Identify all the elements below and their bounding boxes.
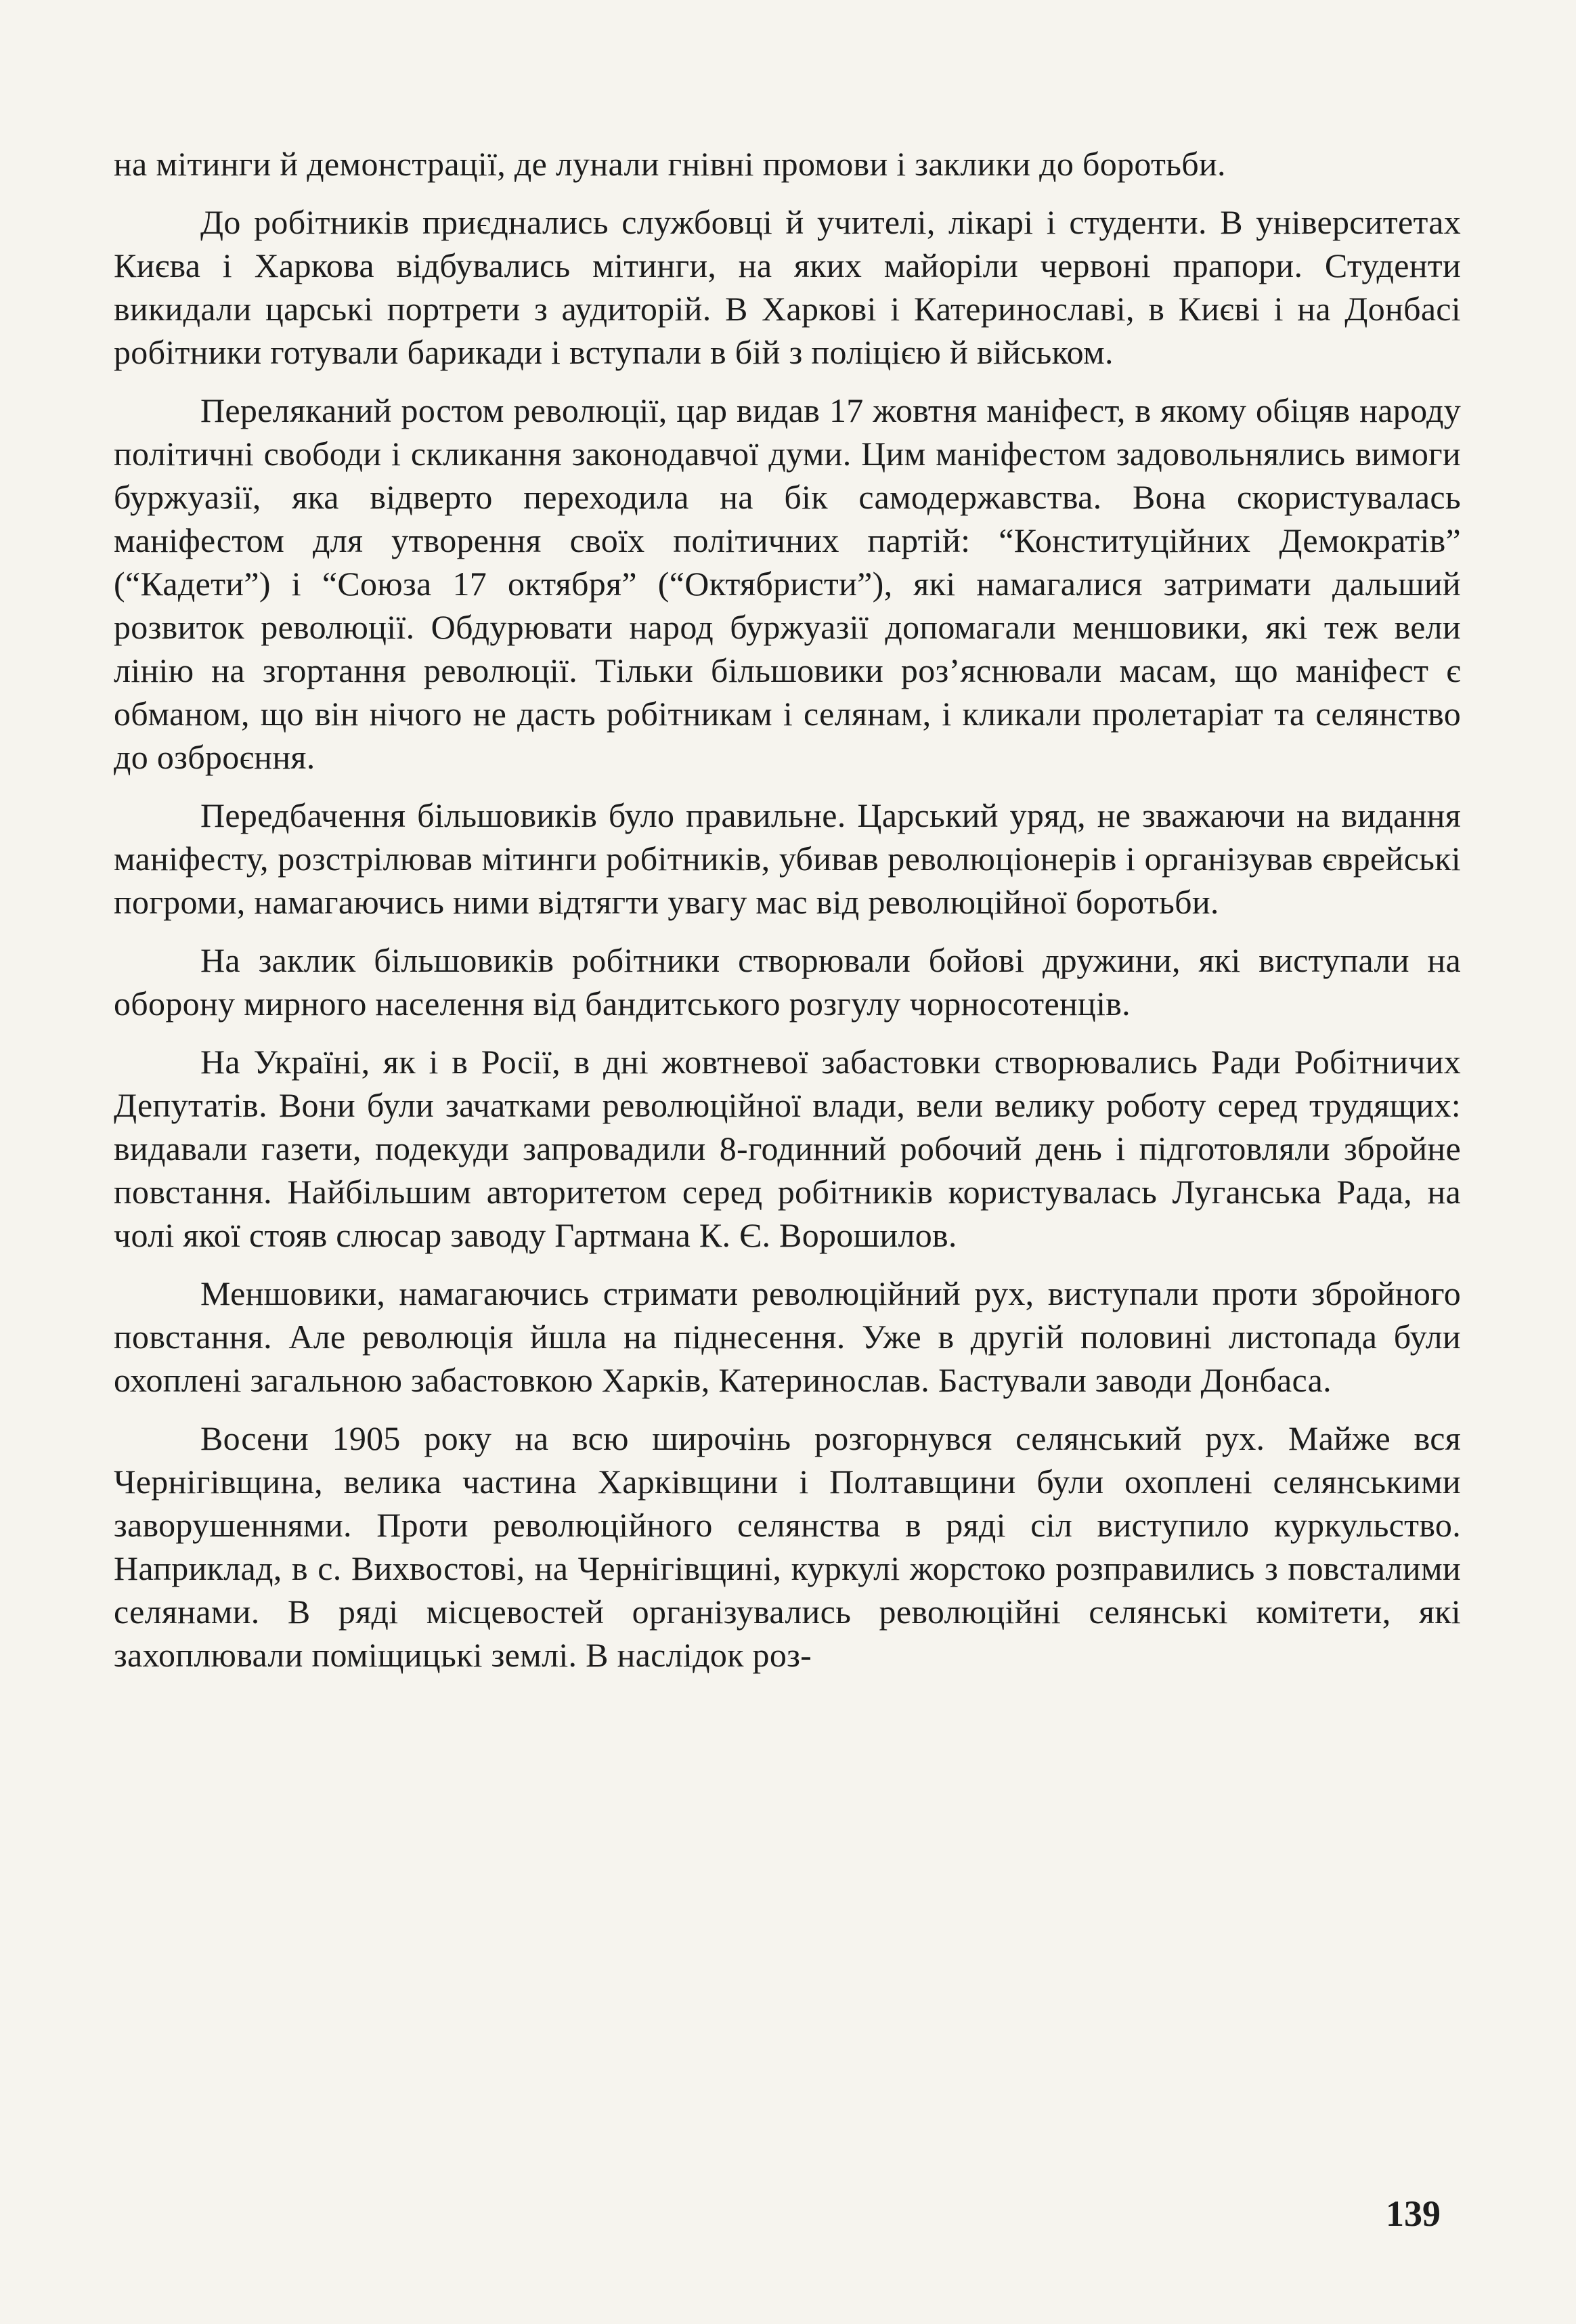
paragraph-3: Переляканий ростом революції, цар видав 17 жовтня маніфест, в якому обіцяв народу політичні свободи і скликання законодавчої думи. Цим маніфестом задовольнялись вимоги буржуазії, яка відверто переходила на бік самодержавства. Вона скористувалась маніфестом для утворення своїх політичних партій: “Конституційних Демократів” (“Кадети”) і “Союза 17 октября” (“Октябристи”), які намагалися затримати дальший розвиток революції. Обдурювати народ буржуазії допомагали меншовики, які теж вели лінію на згортання революції. Тільки більшовики роз’яснювали масам, що маніфест є обманом, що він нічого не дасть робітникам і селянам, і кликали пролетаріат та селянство до озброєння. bbox=[114, 391, 1461, 776]
paragraph-5: На заклик більшовиків робітники створювали бойові дружини, які виступали на оборону мирного населення від бандитського розгулу чорносотенців. bbox=[114, 941, 1461, 1023]
paragraph-1: на мітинги й демонстрації, де лунали гнівні промови і заклики до боротьби. bbox=[114, 145, 1226, 183]
page-number: 139 bbox=[1386, 2193, 1441, 2234]
document-page bbox=[114, 142, 1461, 2235]
paragraph-7: Меншовики, намагаючись стримати революційний рух, виступали проти збройного повстання. Але революція йшла на піднесення. Уже в другій половині листопада були охоплені загальною забастовкою Харків, Катеринослав. Бастували заводи Донбаса. bbox=[114, 1274, 1461, 1399]
paragraph-8: Восени 1905 року на всю широчінь розгорнувся селянський рух. Майже вся Чернігівщина, велика частина Харківщини і Полтавщини були охоплені селянськими заворушеннями. Проти революційного селянства в ряді сіл виступило куркульство. Наприклад, в с. Вихвостові, на Чернігівщині, куркулі жорстоко розправились з повсталими селянами. В ряді місцевостей організувались революційні селянські комітети, які захоплювали поміщицькі землі. В наслідок роз- bbox=[114, 1419, 1461, 1674]
paragraph-4: Передбачення більшовиків було правильне. Царський уряд, не зважаючи на видання маніфесту, розстрілював мітинги робітників, убивав революціонерів і організував єврейські погроми, намагаючись ними відтягти увагу мас від революційної боротьби. bbox=[114, 796, 1461, 921]
paragraph-6: На Україні, як і в Росії, в дні жовтневої забастовки створювались Ради Робітничих Депутатів. Вони були зачатками революційної влади, вели велику роботу серед трудящих: видавали газети, подекуди запровадили 8-годинний робочий день і підготовляли збройне повстання. Найбільшим авторитетом серед робітників користувалась Луганська Рада, на чолі якої стояв слюсар заводу Гартмана К. Є. Ворошилов. bbox=[114, 1043, 1461, 1254]
paragraph-2: До робітників приєднались службовці й учителі, лікарі і студенти. В університетах Києва і Харкова відбувались мітинги, на яких майоріли червоні прапори. Студенти викидали царські портрети з аудиторій. В Харкові і Катеринославі, в Києві і на Донбасі робітники готували барикади і вступали в бій з поліцією й військом. bbox=[114, 203, 1461, 371]
